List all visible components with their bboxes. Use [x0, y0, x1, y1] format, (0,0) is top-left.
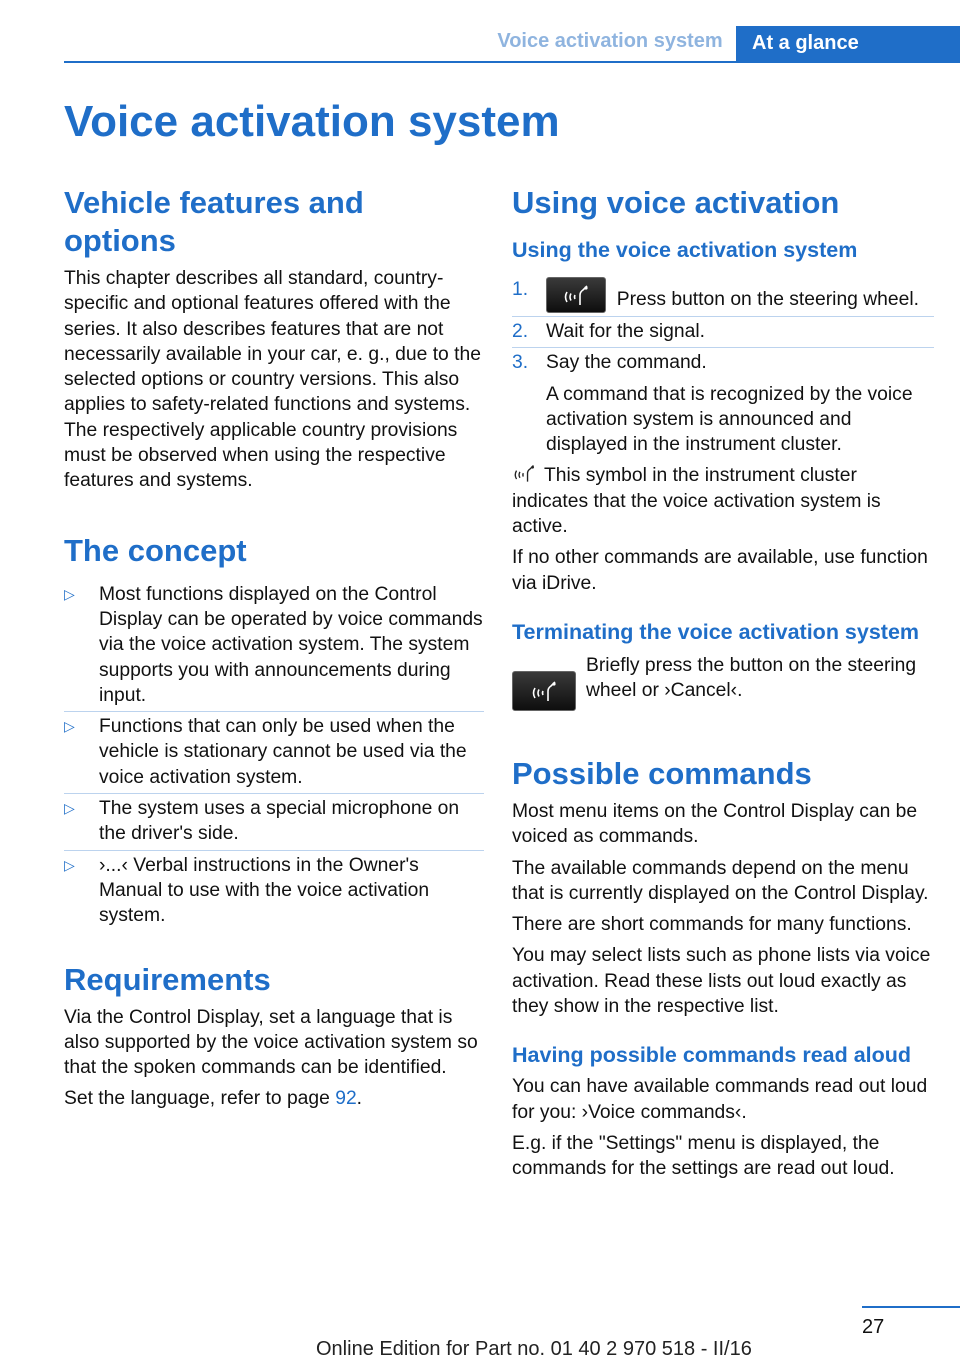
list-item-text: ›...‹ Verbal instructions in the Owner's Manual to use with the voice activation system.	[99, 854, 430, 927]
voice-activation-icon	[512, 463, 538, 485]
terminating-body: Briefly press the button on the steering wheel or ›Cancel‹.	[586, 654, 917, 702]
read-aloud-paragraph: You can have available commands read out loud for you: ›Voice commands‹.	[512, 1076, 928, 1123]
list-item-text: The system uses a special microphone on the driver's side.	[99, 798, 460, 845]
concept-heading: The concept	[64, 532, 247, 568]
step-text: Press button on the steering wheel.	[616, 289, 919, 310]
page-title: Voice activation system	[64, 97, 560, 146]
list-item	[512, 277, 934, 313]
list-item	[512, 350, 934, 457]
list-divider	[512, 347, 934, 348]
header-tab: At a glance	[736, 26, 960, 61]
list-item	[64, 714, 484, 790]
right-column	[512, 184, 934, 1182]
reference-suffix: .	[356, 1088, 363, 1110]
voice-activation-icon	[531, 679, 559, 705]
step-number: 1.	[512, 279, 529, 300]
list-item	[64, 796, 484, 847]
read-aloud-section	[512, 1043, 934, 1181]
triangle-right-icon: ▷	[64, 585, 75, 602]
vehicle-features-section	[64, 184, 484, 494]
using-system-subheading: Using the voice activation system	[512, 238, 858, 262]
left-column	[64, 184, 484, 1112]
list-divider	[512, 316, 934, 317]
triangle-right-icon: ▷	[64, 856, 75, 873]
step-number: 3.	[512, 352, 529, 374]
vehicle-features-body: This chapter describes all standard, country-specific and optional features offered with the series. It also describes features that are not necessarily available in your car, e. g., due to the selected options or country versions. This also applies to safety-related functions and systems. The respectively applicable country provisions must be observed when using the respective features and systems.	[64, 268, 481, 492]
list-item-text: Most functions displayed on the Control Display can be operated by voice commands via the voice activation system. The system supports you with announcements during input.	[99, 583, 483, 706]
step-text: Say the command.	[546, 352, 707, 374]
possible-paragraph: There are short commands for many functions.	[512, 914, 912, 936]
concept-list	[64, 582, 484, 929]
read-aloud-paragraph: E.g. if the "Settings" menu is displayed, the commands for the settings are read out loud.	[512, 1132, 895, 1180]
header-rule	[64, 61, 960, 63]
read-aloud-heading: Having possible commands read aloud	[512, 1043, 912, 1068]
step-number: 2.	[512, 321, 529, 342]
requirements-body: Via the Control Display, set a language that is also supported by the voice activation system so that the spoken commands can be identified.	[64, 1006, 478, 1079]
steering-button-icon	[512, 671, 576, 711]
steps-list	[512, 277, 934, 457]
possible-commands-heading: Possible commands	[512, 755, 812, 791]
list-divider	[64, 711, 484, 712]
step-text: Wait for the signal.	[546, 321, 705, 342]
reference-text: Set the language, refer to page	[64, 1088, 336, 1110]
possible-paragraph: Most menu items on the Control Display can be voiced as commands.	[512, 800, 918, 848]
possible-paragraph: You may select lists such as phone lists via voice activation. Read these lists out loud exactly as they show in the respective list.	[512, 945, 931, 1018]
possible-commands-section	[512, 755, 934, 1019]
symbol-note-text: This symbol in the instrument cluster indicates that the voice activation system is active.	[512, 465, 881, 538]
terminating-heading: Terminating the voice activation system	[512, 619, 920, 644]
footer-rule	[862, 1306, 960, 1308]
page-number: 27	[862, 1316, 885, 1338]
page-reference-link[interactable]: 92	[335, 1088, 357, 1110]
concept-section	[64, 532, 484, 929]
list-item-text: Functions that can only be used when the vehicle is stationary cannot be used via the voice activation system.	[99, 716, 467, 788]
vehicle-features-heading: Vehicle features and options	[64, 185, 364, 258]
using-voice-section	[512, 184, 934, 596]
requirements-heading: Requirements	[64, 961, 271, 997]
voice-activation-icon	[563, 283, 591, 309]
list-divider	[64, 850, 484, 851]
header-section-title: Voice activation system	[497, 30, 723, 52]
step-detail: A command that is recognized by the voice activation system is announced and displayed in the instrument cluster.	[546, 383, 913, 456]
list-divider	[64, 793, 484, 794]
steering-button-icon	[546, 277, 606, 313]
terminating-row	[512, 653, 934, 711]
edition-note: Online Edition for Part no. 01 40 2 970 518 - II/16	[316, 1338, 752, 1360]
possible-paragraph: The available commands depend on the menu that is currently displayed on the Control Display.	[512, 857, 929, 904]
triangle-right-icon: ▷	[64, 718, 75, 735]
requirements-section	[64, 961, 484, 1112]
terminating-section	[512, 620, 934, 711]
no-commands-note: If no other commands are available, use function via iDrive.	[512, 547, 928, 594]
list-item	[64, 582, 484, 708]
list-item	[64, 853, 484, 929]
triangle-right-icon: ▷	[64, 800, 75, 817]
list-item	[512, 319, 934, 344]
symbol-note	[512, 463, 934, 539]
language-reference	[64, 1086, 484, 1111]
using-voice-heading: Using voice activation	[512, 185, 840, 220]
